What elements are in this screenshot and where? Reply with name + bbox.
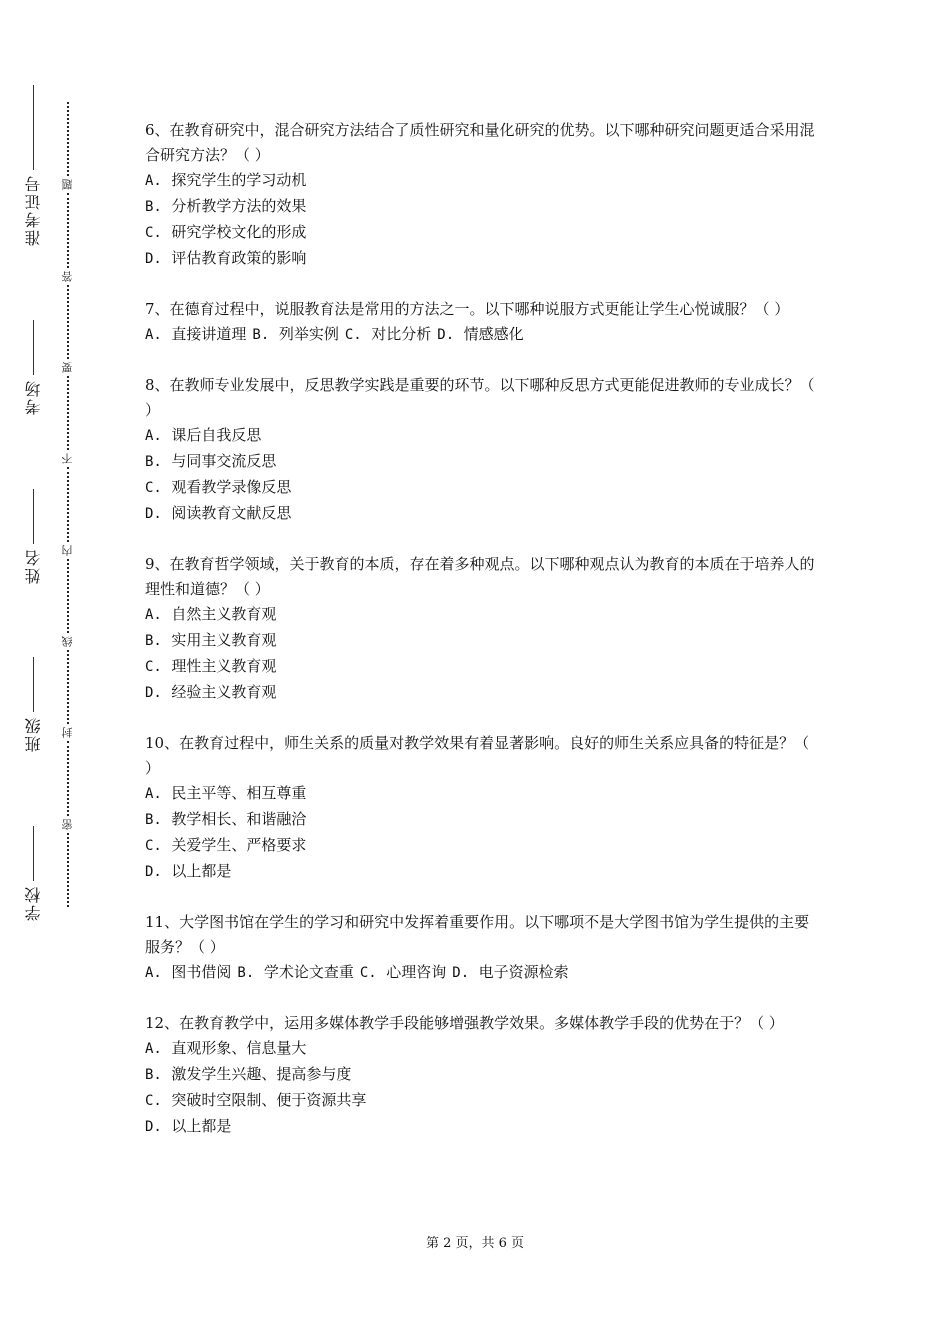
option-letter: C.: [344, 327, 362, 343]
option-letter: D.: [145, 685, 162, 701]
option-letter: D.: [145, 864, 162, 880]
option-text: 情感感化: [463, 325, 524, 343]
option-text: 研究学校文化的形成: [171, 223, 307, 241]
answer-option: [145, 449, 815, 475]
question-stem: 12、在教育教学中，运用多媒体教学手段能够增强教学效果。多媒体教学手段的优势在于？（ ）: [145, 1014, 784, 1032]
option-text: 探究学生的学习动机: [171, 171, 307, 189]
page-footer: [0, 1232, 950, 1251]
seal-dotted-segment: [67, 102, 69, 176]
answer-option: [145, 423, 815, 449]
option-text: 与同事交流反思: [171, 452, 277, 470]
question-list: [145, 118, 815, 1165]
answer-option: [145, 781, 815, 807]
option-letter: B.: [252, 327, 270, 343]
seal-line: [58, 102, 78, 907]
option-letter: A.: [145, 428, 162, 444]
option-letter: B.: [145, 812, 162, 828]
answer-option: [252, 325, 338, 343]
option-letter: C.: [145, 1093, 162, 1109]
answer-option: [145, 654, 815, 680]
option-text: 直接讲道理: [171, 325, 247, 343]
seal-dotted-segment: [67, 559, 69, 633]
binding-blank-line: [33, 489, 34, 544]
option-letter: C.: [145, 838, 162, 854]
option-letter: A.: [145, 327, 162, 343]
seal-dotted-segment: [67, 285, 69, 359]
question-item: [145, 297, 815, 348]
binding-field: [22, 489, 45, 588]
question-item: [145, 731, 815, 885]
option-letter: A.: [145, 965, 162, 981]
option-letter: A.: [145, 1041, 162, 1057]
page-number: 第 2 页，共 6 页: [425, 1236, 525, 1251]
seal-dotted-segment: [67, 193, 69, 267]
question-stem: 11、大学图书馆在学生的学习和研究中发挥着重要作用。以下哪项不是大学图书馆为学生提供的主要服务？（ ）: [145, 913, 810, 956]
answer-option: [437, 325, 523, 343]
option-letter: B.: [237, 965, 255, 981]
option-text: 评估教育政策的影响: [171, 249, 307, 267]
binding-field-label: 班级: [23, 716, 43, 753]
binding-field: [22, 657, 45, 756]
question-stem: 10、在教育过程中，师生关系的质量对教学效果有着显著影响。良好的师生关系应具备的特征是？（ ）: [145, 734, 810, 777]
option-text: 阅读教育文献反思: [171, 504, 292, 522]
option-letter: D.: [145, 1119, 162, 1135]
option-letter: B.: [145, 454, 162, 470]
question-item: [145, 373, 815, 527]
option-letter: B.: [145, 1067, 162, 1083]
binding-field-label: 考场: [23, 378, 43, 415]
answer-option: [452, 963, 568, 981]
seal-char: 答: [61, 270, 74, 282]
binding-field: [22, 826, 45, 925]
binding-blank-line: [33, 826, 34, 881]
option-text: 列举实例: [278, 325, 339, 343]
answer-option: [145, 833, 815, 859]
answer-option: [145, 1036, 815, 1062]
seal-char: 密: [61, 818, 74, 830]
option-letter: C.: [145, 225, 162, 241]
option-letter: B.: [145, 199, 162, 215]
answer-option: [145, 859, 815, 885]
option-text: 突破时空限制、便于资源共享: [171, 1091, 367, 1109]
seal-char: 内: [61, 544, 74, 556]
binding-field: [22, 320, 45, 419]
student-info-fields: [18, 85, 48, 925]
option-text: 以上都是: [171, 862, 232, 880]
seal-dotted-segment: [67, 650, 69, 724]
answer-option: [145, 628, 815, 654]
seal-dotted-segment: [67, 376, 69, 450]
option-letter: C.: [145, 480, 162, 496]
answer-option: [145, 1114, 815, 1140]
question-item: [145, 552, 815, 706]
seal-char: 要: [61, 361, 74, 373]
question-stem: 6、在教育研究中，混合研究方法结合了质性研究和量化研究的优势。以下哪种研究问题更适合采用混合研究方法？（ ）: [145, 121, 815, 164]
binding-field-label: 学校: [23, 885, 43, 921]
option-letter: A.: [145, 607, 162, 623]
option-letter: C.: [145, 659, 162, 675]
question-stem: 8、在教师专业发展中，反思教学实践是重要的环节。以下哪种反思方式更能促进教师的专业成长？（ ）: [145, 376, 815, 419]
answer-option: [145, 168, 815, 194]
option-text: 课后自我反思: [171, 426, 262, 444]
option-letter: A.: [145, 786, 162, 802]
answer-option: [360, 963, 446, 981]
binding-blank-line: [33, 320, 34, 375]
option-letter: C.: [359, 965, 377, 981]
option-text: 对比分析: [371, 325, 432, 343]
option-text: 经验主义教育观: [171, 683, 277, 701]
option-text: 分析教学方法的效果: [171, 197, 307, 215]
option-text: 直观形象、信息量大: [171, 1039, 307, 1057]
answer-option: [145, 194, 815, 220]
option-text: 理性主义教育观: [171, 657, 277, 675]
option-letter: D.: [145, 506, 162, 522]
seal-char: 封: [61, 727, 74, 739]
answer-option: [145, 602, 815, 628]
binding-blank-line: [33, 85, 34, 170]
option-text: 自然主义教育观: [171, 605, 277, 623]
option-text: 民主平等、相互尊重: [171, 784, 307, 802]
answer-option: [145, 325, 246, 343]
answer-option: [145, 501, 815, 527]
question-stem: 9、在教育哲学领域，关于教育的本质，存在着多种观点。以下哪种观点认为教育的本质在于培养人的理性和道德？（ ）: [145, 555, 815, 598]
options-row: [145, 322, 815, 348]
option-text: 图书借阅: [171, 963, 232, 981]
option-letter: D.: [452, 965, 470, 981]
answer-option: [145, 1088, 815, 1114]
seal-dotted-segment: [67, 467, 69, 541]
binding-field: [22, 85, 45, 250]
binding-field-label: 姓名: [23, 547, 43, 584]
seal-dotted-segment: [67, 741, 69, 815]
question-item: [145, 1011, 815, 1140]
answer-option: [145, 246, 815, 272]
option-text: 以上都是: [171, 1117, 232, 1135]
answer-option: [145, 807, 815, 833]
option-text: 观看教学录像反思: [171, 478, 292, 496]
option-letter: D.: [437, 327, 455, 343]
binding-strip: [0, 0, 90, 1344]
answer-option: [345, 325, 431, 343]
option-text: 心理咨询: [386, 963, 447, 981]
option-letter: B.: [145, 633, 162, 649]
question-stem: 7、在德育过程中，说服教育法是常用的方法之一。以下哪种说服方式更能让学生心悦诚服？（ ）: [145, 300, 790, 318]
option-text: 关爱学生、严格要求: [171, 836, 307, 854]
seal-dotted-segment: [67, 833, 69, 907]
seal-char: 不: [61, 453, 74, 465]
option-text: 激发学生兴趣、提高参与度: [171, 1065, 352, 1083]
option-text: 实用主义教育观: [171, 631, 277, 649]
answer-option: [145, 680, 815, 706]
option-letter: A.: [145, 173, 162, 189]
option-text: 电子资源检索: [478, 963, 569, 981]
binding-blank-line: [33, 657, 34, 712]
answer-option: [237, 963, 353, 981]
seal-char: 线: [61, 635, 74, 647]
answer-option: [145, 963, 231, 981]
question-item: [145, 118, 815, 272]
option-text: 学术论文查重: [263, 963, 354, 981]
binding-field-label: 准考证号: [23, 174, 43, 246]
answer-option: [145, 1062, 815, 1088]
seal-char: 题: [61, 179, 74, 191]
answer-option: [145, 220, 815, 246]
options-row: [145, 960, 815, 986]
answer-option: [145, 475, 815, 501]
question-item: [145, 910, 815, 986]
option-text: 教学相长、和谐融洽: [171, 810, 307, 828]
option-letter: D.: [145, 251, 162, 267]
